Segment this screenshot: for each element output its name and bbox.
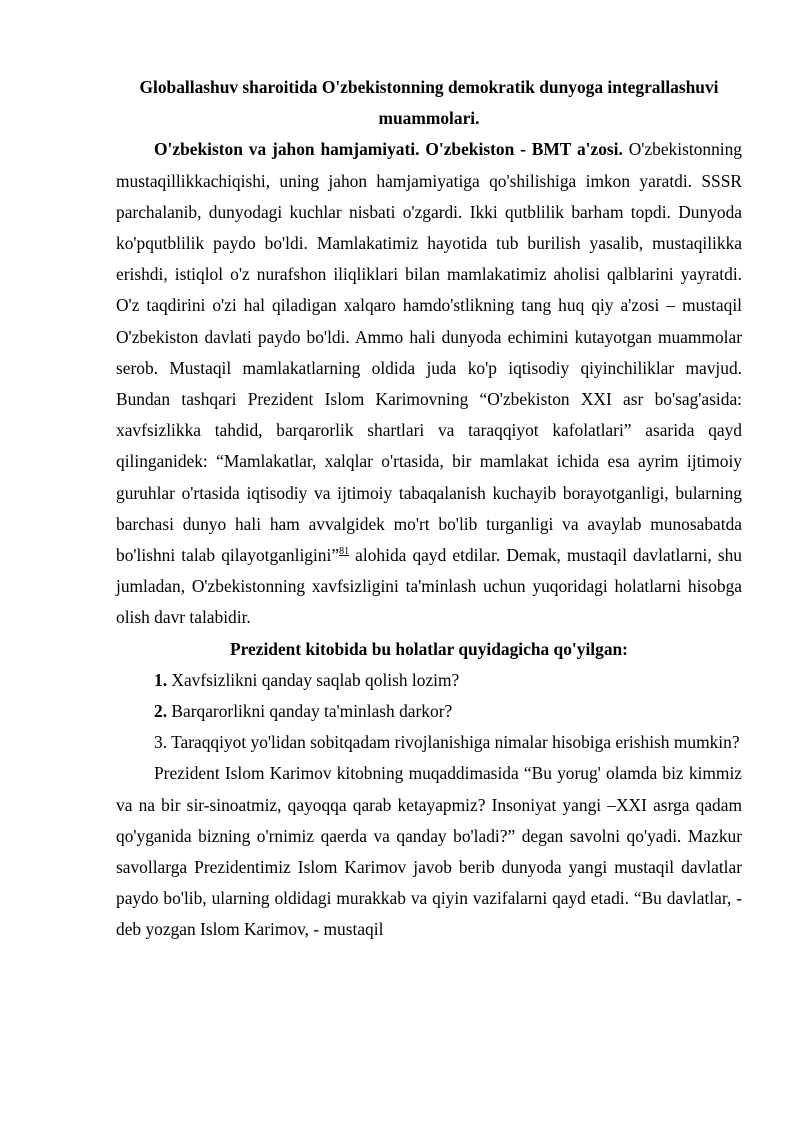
paragraph-karimov: Prezident Islom Karimov kitobning muqaddimasida “Bu yorug' olamda biz kimmiz va na bir sir-sinoatmiz, qayoqqa qarab ketayapmiz? Insoniyat yangi –XXI asrga qadam qo'yganida bizning o'rnimiz qaerda va qanday bo'ladi?” degan savolni qo'yadi. Mazkur savollarga Prezidentimiz Islom Karimov javob berib dunyoda yangi mustaqil davlatlar paydo bo'lib, ularning oldidagi murakkab va qiyin vazifalarni qayd etadi. “Bu davlatlar, - deb yozgan Islom Karimov, - mustaqil — [116, 763, 742, 940]
paragraph-intro — [116, 134, 742, 633]
list-item — [116, 727, 742, 758]
paragraph-intro-text-end: alohida qayd etdilar. Demak, mustaqil davlatlarni, shu jumladan, O'zbekistonning xavfsizligini ta'minlash uchun yuqoridagi holatlarni hisobga olish davr talabidir. — [116, 545, 742, 628]
document-page — [116, 72, 742, 946]
list-item-number: 2. — [154, 701, 168, 722]
list-item-number: 1. — [154, 669, 168, 690]
paragraph-intro-text: O'zbekistonning mustaqillikkachiqishi, uning jahon hamjamiyatiga qo'shilishiga imkon yaratdi. SSSR parchalanib, dunyodagi kuchlar nisbati o'zgardi. Ikki qutblilik barham topdi. Dunyoda ko'pqutblilik paydo bo'ldi. Mamlakatimiz hayotida tub burilish yasalib, mustaqilikka erishdi, istiqlol o'z nurafshon iliqliklari bilan mamlakatimiz aholisi qalblarini yayratdi. O'z taqdirini o'zi hal qiladigan xalqaro hamdo'stlikning tang huq qiy a'zosi – mustaqil O'zbekiston davlati paydo bo'ldi. Ammo hali dunyoda echimini kutayotgan muammolar serob. Mustaqil mamlakatlarning oldida juda ko'p iqtisodiy qiyinchiliklar mavjud. Bundan tashqari Prezident Islom Karimovning “O'zbekiston XXI asr bo'sag'asida: xavfsizlikka tahdid, barqarorlik shartlari va taraqqiyot kafolatlari” asarida qayd qilinganidek: “Mamlakatlar, xalqlar o'rtasida, bir mamlakat ichida esa ayrim ijtimoiy guruhlar o'rtasida iqtisodiy va ijtimoiy tabaqalanish kuchayib borayotganligi, bularning barchasi dunyo hali ham avvalgidek mo'rt bo'lib turganligi va avaylab munosabatda bo'lishni talab qilayotganligini” — [116, 139, 742, 566]
list-item — [116, 696, 742, 727]
list-item — [116, 665, 742, 696]
list-item-text: Barqarorlikni qanday ta'minlash darkor? — [167, 701, 453, 722]
paragraph-intro-lead: O'zbekiston va jahon hamjamiyati. O'zbekiston - BMT a'zosi. — [154, 139, 623, 160]
section-subheading: Prezident kitobida bu holatlar quyidagicha qo'yilgan: — [230, 638, 628, 659]
list-item-text: Taraqqiyot yo'lidan sobitqadam rivojlanishiga nimalar hisobiga erishish mumkin? — [167, 732, 740, 753]
list-item-number: 3. — [154, 732, 168, 753]
footnote-reference-link[interactable]: 81 — [339, 546, 350, 558]
document-title: Globallashuv sharoitida O'zbekistonning demokratik dunyoga integrallashuvi muammolari. — [139, 77, 719, 129]
list-item-text: Xavfsizlikni qanday saqlab qolish lozim? — [167, 669, 460, 690]
